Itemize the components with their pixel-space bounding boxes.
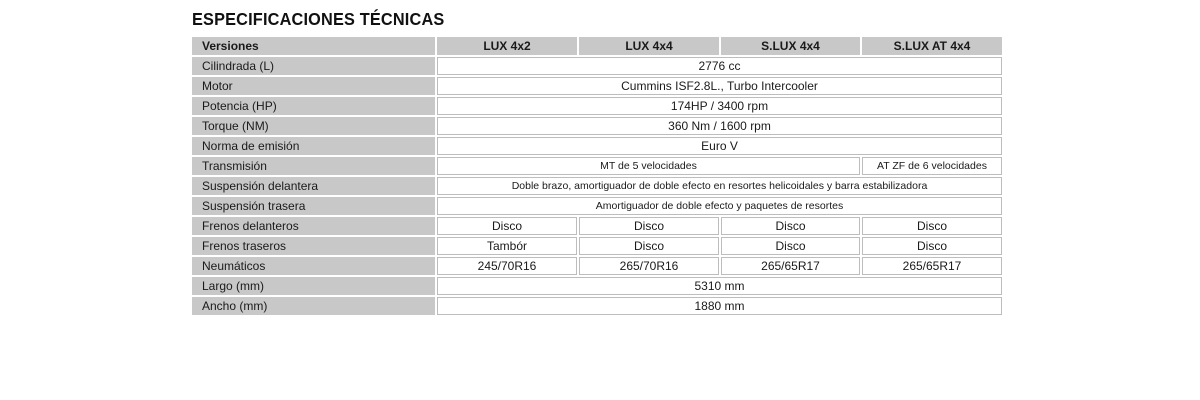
table-header-row [192,37,1002,55]
value-frenos-traseros-lux-4x2: Tambór [437,237,577,255]
table-row [192,117,1002,135]
value-neumaticos-lux-4x4: 265/70R16 [579,257,719,275]
value-largo: 5310 mm [437,277,1002,295]
row-label-torque: Torque (NM) [192,117,435,135]
header-lux-4x2: LUX 4x2 [437,37,577,55]
value-norma: Euro V [437,137,1002,155]
header-slux-4x4: S.LUX 4x4 [721,37,860,55]
value-frenos-traseros-lux-4x4: Disco [579,237,719,255]
header-lux-4x4: LUX 4x4 [579,37,719,55]
value-frenos-delanteros-lux-4x2: Disco [437,217,577,235]
value-transmision-at: AT ZF de 6 velocidades [862,157,1002,175]
table-row [192,237,1002,255]
row-label-cilindrada: Cilindrada (L) [192,57,435,75]
specifications-table [190,35,1004,317]
header-versions: Versiones [192,37,435,55]
table-row [192,297,1002,315]
table-row [192,57,1002,75]
row-label-largo: Largo (mm) [192,277,435,295]
value-potencia: 174HP / 3400 rpm [437,97,1002,115]
table-row [192,77,1002,95]
table-row [192,277,1002,295]
value-ancho: 1880 mm [437,297,1002,315]
table-row [192,257,1002,275]
row-label-frenos-traseros: Frenos traseros [192,237,435,255]
row-label-potencia: Potencia (HP) [192,97,435,115]
row-label-norma: Norma de emisión [192,137,435,155]
value-neumaticos-slux-at-4x4: 265/65R17 [862,257,1002,275]
value-susp-trasera: Amortiguador de doble efecto y paquetes de resortes [437,197,1002,215]
table-row [192,197,1002,215]
table-row [192,177,1002,195]
row-label-susp-trasera: Suspensión trasera [192,197,435,215]
value-cilindrada: 2776 cc [437,57,1002,75]
value-susp-delantera: Doble brazo, amortiguador de doble efecto en resortes helicoidales y barra estabilizadora [437,177,1002,195]
row-label-susp-delantera: Suspensión delantera [192,177,435,195]
header-slux-at-4x4: S.LUX AT 4x4 [862,37,1002,55]
table-row [192,137,1002,155]
table-row [192,157,1002,175]
row-label-ancho: Ancho (mm) [192,297,435,315]
value-frenos-delanteros-lux-4x4: Disco [579,217,719,235]
row-label-neumaticos: Neumáticos [192,257,435,275]
page-title: ESPECIFICACIONES TÉCNICAS [192,9,445,29]
value-neumaticos-slux-4x4: 265/65R17 [721,257,860,275]
row-label-motor: Motor [192,77,435,95]
value-frenos-traseros-slux-4x4: Disco [721,237,860,255]
row-label-frenos-delanteros: Frenos delanteros [192,217,435,235]
table-row [192,217,1002,235]
value-frenos-delanteros-slux-4x4: Disco [721,217,860,235]
value-frenos-delanteros-slux-at-4x4: Disco [862,217,1002,235]
value-torque: 360 Nm / 1600 rpm [437,117,1002,135]
row-label-transmision: Transmisión [192,157,435,175]
value-motor: Cummins ISF2.8L., Turbo Intercooler [437,77,1002,95]
value-frenos-traseros-slux-at-4x4: Disco [862,237,1002,255]
value-transmision-mt: MT de 5 velocidades [437,157,860,175]
value-neumaticos-lux-4x2: 245/70R16 [437,257,577,275]
table-row [192,97,1002,115]
